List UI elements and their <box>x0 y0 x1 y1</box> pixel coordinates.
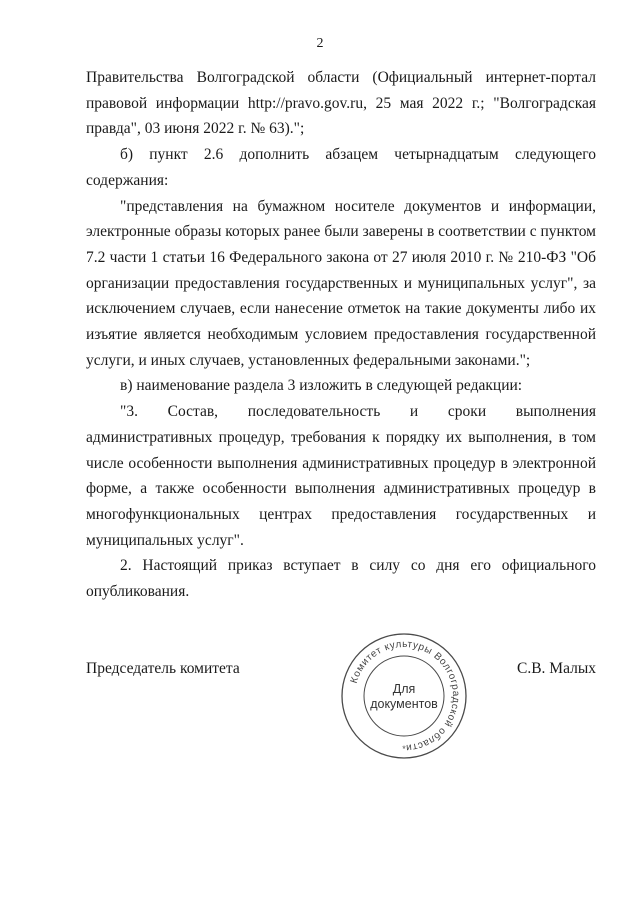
paragraph-quote-section-3: "3. Состав, последовательность и сроки выполнения административных процедур, требования к порядку их выполнения, в том числе особенности выполнения административных процедур в электронной форме, а также особенности выполнения административных процедур в многофункциональных центрах предоставления государственных и муниципальных услуг". <box>86 403 596 549</box>
signatory-name: С.В. Малых <box>517 660 596 677</box>
paragraph-quote-representation: "представления на бумажном носителе документов и информации, электронные образы которых ранее были заверены в соответствии с пунктом 7.2 части 1 статьи 16 Федерального закона от 27 июля 2010 г. № 210-ФЗ "Об организации предоставления государственных и муниципальных услуг", за исключением случаев, если нанесение отметок на такие документы либо их изъятие является необходимым условием предоставления государственной услуги, и иных случаев, установленных федеральными законами."; <box>86 197 596 369</box>
svg-text:Комитет культуры Волгоградской: Комитет культуры Волгоградской области <box>348 638 462 754</box>
svg-text:*: * <box>402 744 406 754</box>
page-number: 2 <box>316 36 324 51</box>
paragraph-item-v: в) наименование раздела 3 изложить в следующей редакции: <box>120 377 523 395</box>
signatory-position: Председатель комитета <box>86 660 240 677</box>
paragraph-item-b: б) пункт 2.6 дополнить абзацем четырнадцатым следующего содержания: <box>86 146 596 189</box>
document-body <box>86 65 596 605</box>
svg-text:документов: документов <box>370 697 438 711</box>
official-seal-stamp <box>338 630 470 762</box>
svg-text:Для: Для <box>392 682 416 696</box>
paragraph-continuation: Правительства Волгоградской области (Официальный интернет-портал правовой информации http://pravo.gov.ru, 25 мая 2022 г.; "Волгоградская правда", 03 июня 2022 г. № 63)."; <box>86 69 596 138</box>
paragraph-effective-date: 2. Настоящий приказ вступает в силу со дня его официального опубликования. <box>86 557 596 601</box>
